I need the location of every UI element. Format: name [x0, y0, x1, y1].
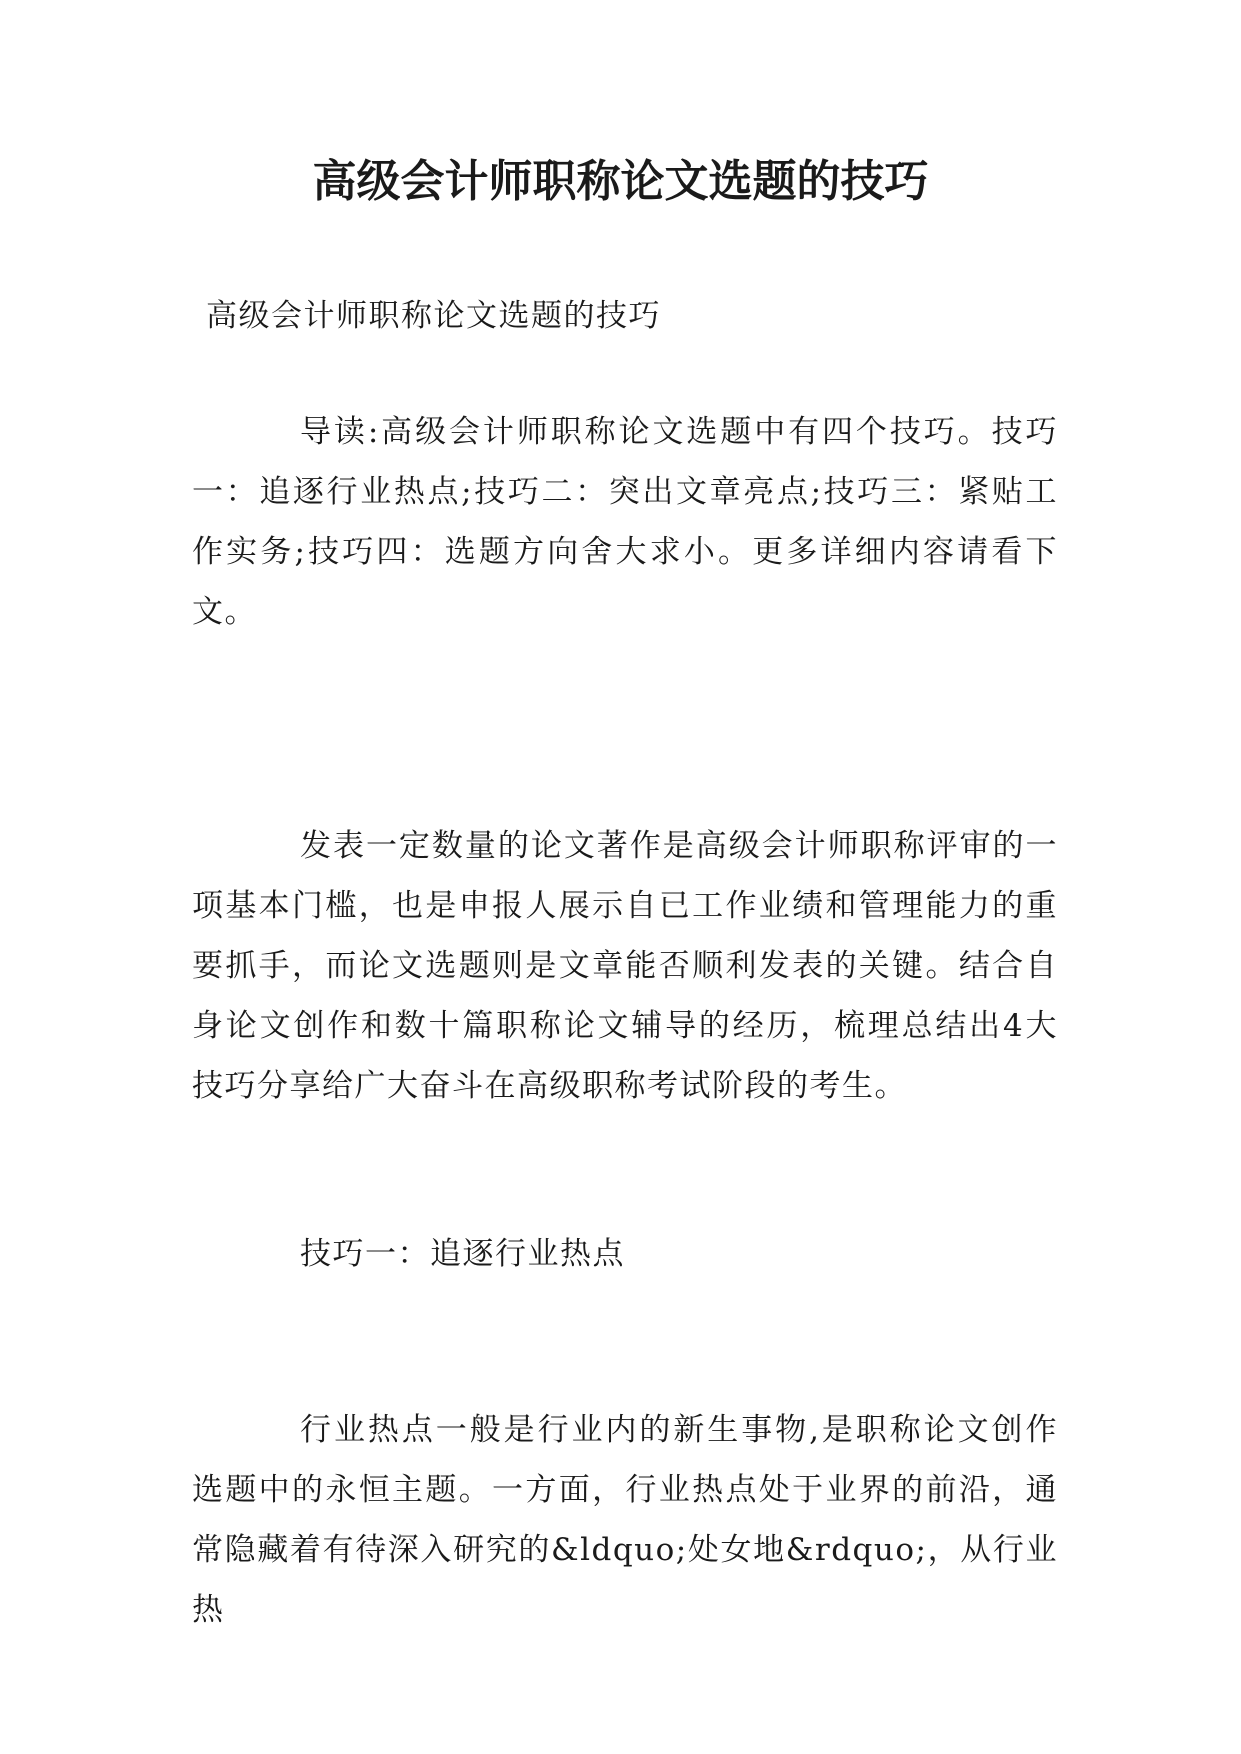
document-title: 高级会计师职称论文选题的技巧 [312, 156, 929, 207]
intro-paragraph: 导读:高级会计师职称论文选题中有四个技巧。技巧一：追逐行业热点;技巧二：突出文章亮点;技巧三：紧贴工作实务;技巧四：选题方向舍大求小。更多详细内容请看下文。 [192, 414, 1058, 630]
document-subtitle: 高级会计师职称论文选题的技巧 [206, 298, 661, 334]
body-paragraph-1: 发表一定数量的论文著作是高级会计师职称评审的一项基本门槛，也是申报人展示自已工作业绩和管理能力的重要抓手，而论文选题则是文章能否顺利发表的关键。结合自身论文创作和数十篇职称论文辅导的经历，梳理总结出4大技巧分享给广大奋斗在高级职称考试阶段的考生。 [192, 828, 1058, 1104]
body-paragraph-2: 行业热点一般是行业内的新生事物,是职称论文创作选题中的永恒主题。一方面，行业热点处于业界的前沿，通常隐藏着有待深入研究的&ldquo;处女地&rdquo;，从行业热 [192, 1412, 1058, 1628]
section-heading-tip-1: 技巧一：追逐行业热点 [300, 1236, 625, 1272]
